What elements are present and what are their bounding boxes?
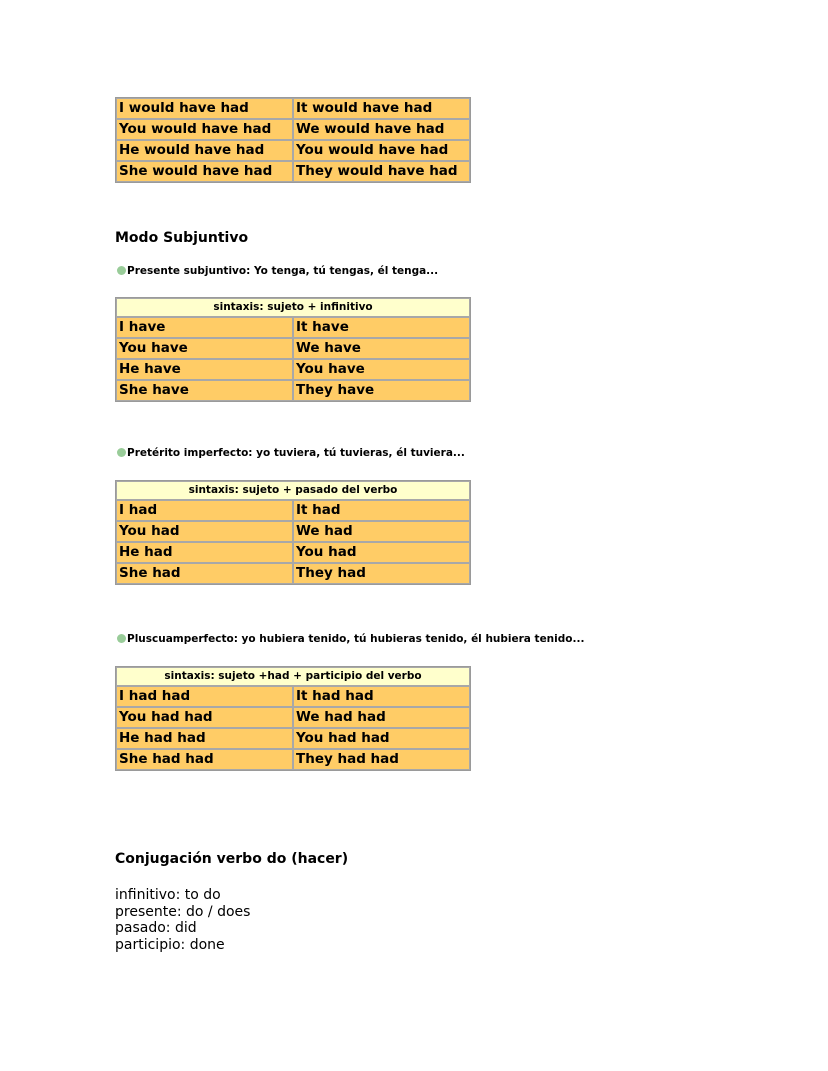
preterito-imperfecto-bullet	[117, 447, 465, 459]
pluscuamperfecto-bullet	[117, 633, 584, 645]
table-cell: They had	[293, 563, 470, 584]
preterito-imperfecto-table	[115, 480, 471, 585]
bullet-dot-icon	[117, 266, 126, 275]
table-cell: They had had	[293, 749, 470, 770]
table-cell: She had had	[116, 749, 293, 770]
table-cell: You had had	[116, 707, 293, 728]
pasado-line: pasado: did	[115, 920, 197, 936]
table-row	[116, 317, 470, 338]
table-row	[116, 707, 470, 728]
table-cell: You would have had	[116, 119, 293, 140]
table-cell: He had had	[116, 728, 293, 749]
participio-line: participio: done	[115, 936, 225, 953]
table-cell: She have	[116, 380, 293, 401]
table-cell: I had	[116, 500, 293, 521]
table-row	[116, 161, 470, 182]
table-row	[116, 380, 470, 401]
table-cell: We had had	[293, 707, 470, 728]
table-cell: You have	[293, 359, 470, 380]
modo-subjuntivo-heading: Modo Subjuntivo	[115, 230, 249, 246]
bullet-dot-icon	[117, 448, 126, 457]
table-cell: You had had	[293, 728, 470, 749]
presente-subjuntivo-table	[115, 297, 471, 402]
table-row	[116, 338, 470, 359]
bullet-dot-icon	[117, 634, 126, 643]
table-cell: You had	[116, 521, 293, 542]
table-cell: You have	[116, 338, 293, 359]
table-cell: He had	[116, 542, 293, 563]
table-row	[116, 140, 470, 161]
presente-line: presente: do / does	[115, 903, 251, 920]
table-cell: We have	[293, 338, 470, 359]
table-header: sintaxis: sujeto + pasado del verbo	[116, 481, 470, 500]
pluscuamperfecto-table	[115, 666, 471, 771]
bullet-text: Pluscuamperfecto: yo hubiera tenido, tú hubieras tenido, él hubiera tenido...	[127, 633, 585, 645]
table-row	[116, 119, 470, 140]
table-cell: We had	[293, 521, 470, 542]
table-header: sintaxis: sujeto +had + participio del verbo	[116, 667, 470, 686]
table-row	[116, 749, 470, 770]
table-cell: He would have had	[116, 140, 293, 161]
table-cell: She would have had	[116, 161, 293, 182]
table-header-row	[116, 667, 470, 686]
table-header: sintaxis: sujeto + infinitivo	[116, 298, 470, 317]
presente-subjuntivo-bullet	[117, 265, 438, 277]
table-cell: She had	[116, 563, 293, 584]
table-cell: You would have had	[293, 140, 470, 161]
table-header-row	[116, 298, 470, 317]
table-cell: It would have had	[293, 98, 470, 119]
table-cell: I would have had	[116, 98, 293, 119]
table-row	[116, 98, 470, 119]
table-row	[116, 563, 470, 584]
table-cell: I had had	[116, 686, 293, 707]
bullet-text: Pretérito imperfecto: yo tuviera, tú tuvieras, él tuviera...	[127, 447, 465, 459]
table-row	[116, 542, 470, 563]
table-cell: It have	[293, 317, 470, 338]
bullet-text: Presente subjuntivo: Yo tenga, tú tengas, él tenga...	[127, 265, 439, 277]
table-cell: It had had	[293, 686, 470, 707]
table-row	[116, 500, 470, 521]
conditional-perfect-table	[115, 97, 471, 183]
table-cell: You had	[293, 542, 470, 563]
table-cell: They have	[293, 380, 470, 401]
table-row	[116, 359, 470, 380]
table-cell: They would have had	[293, 161, 470, 182]
table-cell: It had	[293, 500, 470, 521]
conjugacion-do-heading: Conjugación verbo do (hacer)	[115, 851, 349, 867]
table-row	[116, 728, 470, 749]
verb-forms-list	[115, 887, 250, 953]
table-cell: I have	[116, 317, 293, 338]
table-row	[116, 686, 470, 707]
table-cell: He have	[116, 359, 293, 380]
infinitivo-line: infinitivo: to do	[115, 887, 221, 903]
table-cell: We would have had	[293, 119, 470, 140]
table-row	[116, 521, 470, 542]
table-header-row	[116, 481, 470, 500]
